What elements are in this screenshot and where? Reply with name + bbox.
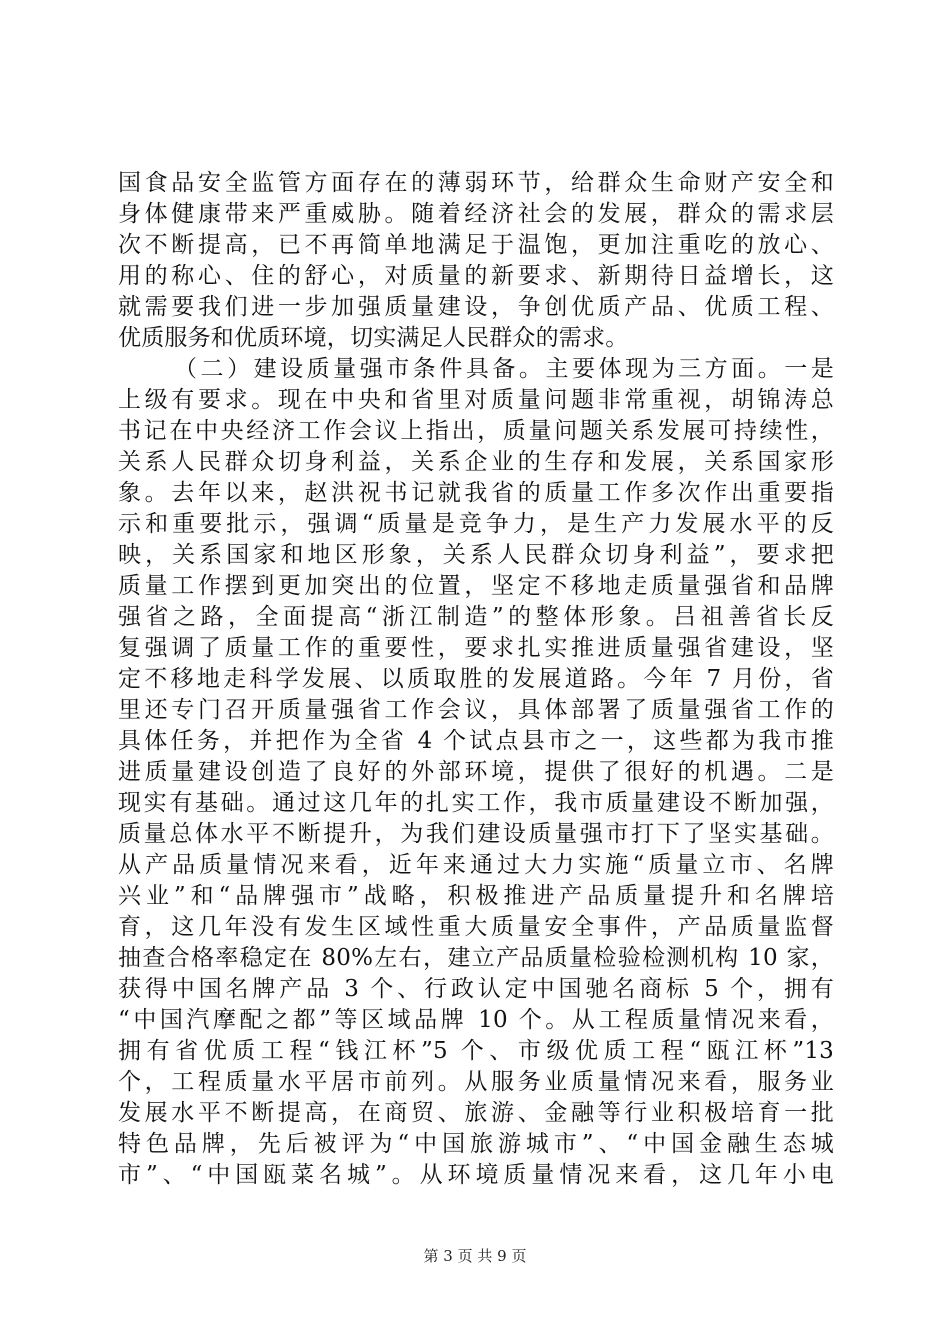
text-line: 从产品质量情况来看，近年来通过大力实施“质量立市、名牌 <box>118 852 834 878</box>
text-line: 身体健康带来严重威胁。随着经济社会的发展，群众的需求层 <box>118 201 834 227</box>
text-line: 书记在中央经济工作会议上指出，质量问题关系发展可持续性， <box>118 418 834 444</box>
text-line: 发展水平不断提高，在商贸、旅游、金融等行业积极培育一批 <box>118 1100 834 1126</box>
text-line: 复强调了质量工作的重要性，要求扎实推进质量强省建设，坚 <box>118 635 834 661</box>
body-text <box>118 168 834 1191</box>
text-line: 优质服务和优质环境，切实满足人民群众的需求。 <box>118 325 629 351</box>
text-line: 市”、“中国瓯菜名城”。从环境质量情况来看，这几年小电 <box>118 1162 834 1188</box>
text-line: 强省之路，全面提高“浙江制造”的整体形象。吕祖善省长反 <box>118 604 834 630</box>
text-line: 象。去年以来，赵洪祝书记就我省的质量工作多次作出重要指 <box>118 480 834 506</box>
text-line: 国食品安全监管方面存在的薄弱环节，给群众生命财产安全和 <box>118 170 834 196</box>
text-line: （二）建设质量强市条件具备。主要体现为三方面。一是 <box>174 356 834 382</box>
text-line: “中国汽摩配之都”等区域品牌 10 个。从工程质量情况来看， <box>118 1007 834 1033</box>
text-line: 获得中国名牌产品 3 个、行政认定中国驰名商标 5 个，拥有 <box>118 976 834 1002</box>
text-line: 映，关系国家和地区形象，关系人民群众切身利益”，要求把 <box>118 542 834 568</box>
text-line: 就需要我们进一步加强质量建设，争创优质产品、优质工程、 <box>118 294 834 320</box>
text-line: 特色品牌，先后被评为“中国旅游城市”、“中国金融生态城 <box>118 1131 834 1157</box>
text-line: 个，工程质量水平居市前列。从服务业质量情况来看，服务业 <box>118 1069 834 1095</box>
text-line: 质量总体水平不断提升，为我们建设质量强市打下了坚实基础。 <box>118 821 834 847</box>
text-line: 里还专门召开质量强省工作会议，具体部署了质量强省工作的 <box>118 697 834 723</box>
text-line: 具体任务，并把作为全省 4 个试点县市之一，这些都为我市推 <box>118 728 834 754</box>
text-line: 质量工作摆到更加突出的位置，坚定不移地走质量强省和品牌 <box>118 573 834 599</box>
text-line: 现实有基础。通过这几年的扎实工作，我市质量建设不断加强， <box>118 790 834 816</box>
text-line: 进质量建设创造了良好的外部环境，提供了很好的机遇。二是 <box>118 759 834 785</box>
text-line: 定不移地走科学发展、以质取胜的发展道路。今年 7 月份，省 <box>118 666 834 692</box>
text-line: 抽查合格率稳定在 80%左右，建立产品质量检验检测机构 10 家， <box>118 945 834 971</box>
text-line: 次不断提高，已不再简单地满足于温饱，更加注重吃的放心、 <box>118 232 834 258</box>
text-line: 拥有省优质工程“钱江杯”5 个、市级优质工程“瓯江杯”13 <box>118 1038 834 1064</box>
text-line: 关系人民群众切身利益，关系企业的生存和发展，关系国家形 <box>118 449 834 475</box>
text-line: 上级有要求。现在中央和省里对质量问题非常重视，胡锦涛总 <box>118 387 834 413</box>
page-footer: 第 3 页 共 9 页 <box>423 1247 527 1265</box>
text-line: 示和重要批示，强调“质量是竞争力，是生产力发展水平的反 <box>118 511 834 537</box>
text-line: 育，这几年没有发生区域性重大质量安全事件，产品质量监督 <box>118 914 834 940</box>
text-line: 用的称心、住的舒心，对质量的新要求、新期待日益增长，这 <box>118 263 834 289</box>
text-line: 兴业”和“品牌强市”战略，积极推进产品质量提升和名牌培 <box>118 883 834 909</box>
